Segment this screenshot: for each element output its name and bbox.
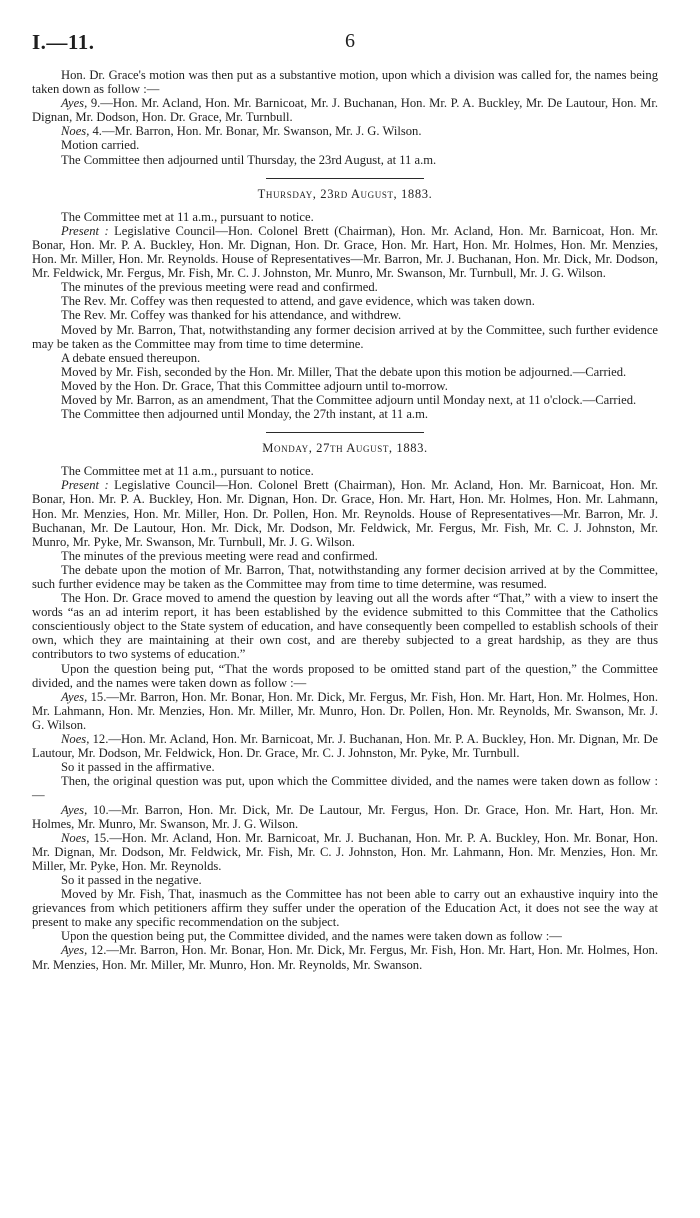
paragraph: Moved by Mr. Barron, as an amendment, That the Committee adjourn until Monday next, at 11 o'clock.—Carried. [61,392,637,407]
paragraph: Moved by the Hon. Dr. Grace, That this Committee adjourn until to-morrow. [61,378,448,393]
paragraph-text: 12.—Mr. Barron, Hon. Mr. Bonar, Hon. Mr. Dick, Mr. Fergus, Mr. Fish, Hon. Mr. Hart, Hon. Mr. Holmes, Hon. Mr. Menzies, Hon. Mr. Miller, Mr. Munro, Hon. Mr. Reynolds, Mr. Swanson. [32,943,658,972]
paragraph-label: Noes, [61,732,90,747]
paragraph: The Committee then adjourned until Monday, the 27th instant, at 11 a.m. [61,407,429,422]
paragraph-label: Ayes, [61,943,88,958]
paragraph: Moved by Mr. Fish, That, inasmuch as the Committee has not been able to carry out an exhaustive inquiry into the grievances from which petitioners affirm they suffer under the operation of the Education Act, it does not see the way at present to make any specific recommendation on the subject. [32,887,658,930]
paragraph-text: 4.—Mr. Barron, Hon. Mr. Bonar, Mr. Swanson, Mr. J. G. Wilson. [89,124,422,139]
paragraph [32,124,658,138]
paragraph: Upon the question being put, “That the words proposed to be omitted stand part of the question,” the Committee divided, and the names were taken down as follow :— [32,661,658,690]
paragraph: The Hon. Dr. Grace moved to amend the question by leaving out all the words after “That,” with a view to insert the words “as an ad interim report, it has been established by the evidence submitted to this Committee that the Catholics conscientiously object to the State system of education, and have consequently been compelled to establish schools of their own, which they are maintaining at their own cost, and are thereby subjected to a great hardship, as they are thus contributors to two systems of education.” [32,591,658,662]
paragraph-label: Noes, [61,124,90,139]
paragraph [32,831,658,873]
paragraph: So it passed in the negative. [61,872,202,887]
paragraph [32,96,658,124]
paragraph [32,732,658,760]
meeting-date-heading: Monday, 27th August, 1883. [262,441,428,456]
paragraph-label: Ayes, [61,689,88,704]
paragraph-text: 9.—Hon. Mr. Acland, Hon. Mr. Barnicoat, Mr. J. Buchanan, Hon. Mr. P. A. Buckley, Mr. De Lautour, Hon. Mr. Dignan, Mr. Dodson, Hon. Dr. Grace, Mr. Turnbull. [32,96,658,125]
paragraph-text: 12.—Hon. Mr. Acland, Hon. Mr. Barnicoat, Mr. J. Buchanan, Hon. Mr. P. A. Buckley, Hon. Mr. Dignan, Mr. De Lautour, Mr. Dodson, Mr. Feldwick, Hon. Dr. Grace, Mr. C. J. Johnston, Mr. Pyke, Mr. Turnbull. [32,732,658,761]
paragraph-label: Noes, [61,830,90,845]
document-reference: I.—11. [32,30,95,54]
paragraph [32,478,658,548]
paragraph: The minutes of the previous meeting were read and confirmed. [61,548,378,563]
paragraph: Hon. Dr. Grace's motion was then put as a substantive motion, upon which a division was called for, the names being taken down as follow :— [32,68,658,97]
paragraph-text: 15.—Mr. Barron, Hon. Mr. Bonar, Hon. Mr. Dick, Mr. Fergus, Mr. Fish, Hon. Mr. Hart, Hon. Mr. Holmes, Hon. Mr. Lahmann, Hon. Mr. Menzies, Hon. Mr. Miller, Mr. Munro, Hon. Dr. Pollen, Hon. Mr. Reynolds, Mr. Swanson, Mr. J. G. Wilson. [32,689,658,732]
paragraph: The debate upon the motion of Mr. Barron, That, notwithstanding any former decision arrived at by the Committee, such further evidence may be taken as the Committee may from time to time determine, was resumed. [32,562,658,591]
paragraph-label: Ayes, [61,96,88,111]
paragraph [32,690,658,732]
paragraph: Moved by Mr. Barron, That, notwithstanding any former decision arrived at by the Committee, such further evidence may be taken as the Committee may from time to time determine. [32,322,658,351]
meeting-date-heading: Thursday, 23rd August, 1883. [257,186,433,201]
paragraph: A debate ensued thereupon. [61,350,201,365]
paragraph-text: Legislative Council—Hon. Colonel Brett (Chairman), Hon. Mr. Acland, Hon. Mr. Barnicoat, Hon. Mr. Bonar, Hon. Mr. P. A. Buckley, Hon. Mr. Dignan, Hon. Dr. Grace, Hon. Mr. Hart, Hon. Mr. Holmes, Hon. Mr. Menzies, Hon. Mr. Miller, Hon. Mr. Reynolds. House of Representatives—Mr. Barron, Mr. J. Buchanan, Hon. Mr. Dick, Mr. Dodson, Mr. Feldwick, Mr. Fergus, Mr. Fish, Mr. C. J. Johnston, Mr. Munro, Mr. Swanson, Mr. Turnbull, Mr. J. G. Wilson. [32,223,658,281]
paragraph-text: 10.—Mr. Barron, Hon. Mr. Dick, Mr. De Lautour, Mr. Fergus, Hon. Dr. Grace, Hon. Mr. Hart, Hon. Mr. Holmes, Mr. Munro, Mr. Swanson, Mr. J. G. Wilson. [32,802,658,831]
document-body [32,68,658,972]
paragraph-label: Ayes, [61,802,88,817]
paragraph: Then, the original question was put, upon which the Committee divided, and the names were taken down as follow :— [32,774,658,803]
paragraph: Motion carried. [61,138,140,153]
paragraph-label: Present : [61,223,109,238]
paragraph: So it passed in the affirmative. [61,760,215,775]
paragraph-text: 15.—Hon. Mr. Acland, Hon. Mr. Barnicoat, Mr. J. Buchanan, Hon. Mr. P. A. Buckley, Hon. Mr. Bonar, Hon. Mr. Dignan, Mr. Dodson, Mr. Feldwick, Mr. Fish, Mr. C. J. Johnston, Hon. Mr. Lahmann, Hon. Mr. Menzies, Hon. Mr. Miller, Mr. Pyke, Hon. Mr. Reynolds. [32,830,658,873]
paragraph: The Committee then adjourned until Thursday, the 23rd August, at 11 a.m. [61,152,437,167]
paragraph-text: Legislative Council—Hon. Colonel Brett (Chairman), Hon. Mr. Acland, Hon. Mr. Barnicoat, Hon. Mr. Bonar, Hon. Mr. P. A. Buckley, Hon. Mr. Dignan, Hon. Dr. Grace, Hon. Mr. Hart, Hon. Mr. Holmes, Hon. Mr. Lahmann, Hon. Mr. Menzies, Hon. Mr. Miller, Hon. Dr. Pollen, Hon. Mr. Reynolds. House of Representatives—Mr. Barron, Mr. J. Buchanan, Mr. De Lautour, Hon. Mr. Dick, Mr. Dodson, Mr. Feldwick, Mr. Fergus, Mr. Fish, Mr. C. J. Johnston, Mr. Munro, Mr. Pyke, Mr. Swanson, Mr. Turnbull, Mr. J. G. Wilson. [32,478,658,549]
section-divider [266,178,424,179]
page-header [30,30,670,54]
paragraph [32,943,658,971]
page-number: 6 [345,30,355,52]
paragraph: Moved by Mr. Fish, seconded by the Hon. Mr. Miller, That the debate upon this motion be adjourned.—Carried. [61,364,627,379]
paragraph: The Rev. Mr. Coffey was then requested to attend, and gave evidence, which was taken down. [61,294,535,309]
paragraph: Upon the question being put, the Committee divided, and the names were taken down as follow :— [61,929,562,944]
paragraph: The minutes of the previous meeting were read and confirmed. [61,280,378,295]
paragraph [32,803,658,831]
paragraph [32,224,658,280]
paragraph-label: Present : [61,478,109,493]
paragraph: The Rev. Mr. Coffey was thanked for his attendance, and withdrew. [61,308,402,323]
section-divider [266,432,424,433]
paragraph: The Committee met at 11 a.m., pursuant to notice. [61,209,314,224]
paragraph: The Committee met at 11 a.m., pursuant to notice. [61,464,314,479]
